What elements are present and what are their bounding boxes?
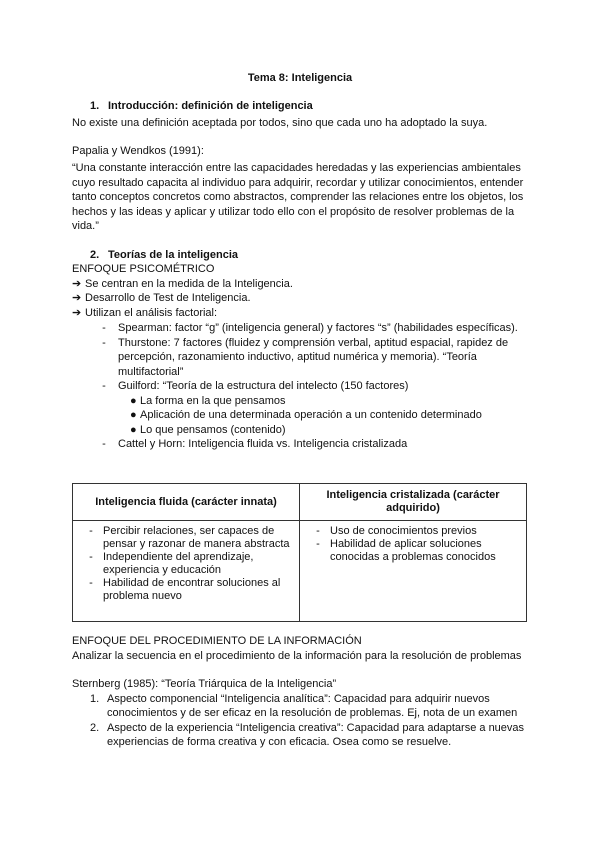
- item-number: 1.: [90, 692, 100, 705]
- cell-item-text: Percibir relaciones, ser capaces de pensar y razonar de manera abstracta: [103, 525, 290, 550]
- approach-label: ENFOQUE DEL PROCEDIMIENTO DE LA INFORMACIÓN: [72, 635, 362, 647]
- psychometric-section: [72, 262, 542, 452]
- cell-item: [306, 525, 520, 538]
- intelligence-comparison-table: [72, 483, 527, 622]
- dash-item: [72, 321, 542, 336]
- cell-item-text: Independiente del aprendizaje, experiencia y educación: [103, 551, 254, 576]
- cell-item-text: Habilidad de encontrar soluciones al problema nuevo: [103, 577, 281, 602]
- section-2-heading: [72, 248, 550, 263]
- bullet-icon: ●: [130, 423, 137, 436]
- dash-icon: -: [89, 525, 93, 537]
- bullet-text: Aplicación de una determinada operación a un contenido determinado: [140, 409, 482, 421]
- citation: Sternberg (1985): “Teoría Triárquica de la Inteligencia”: [72, 678, 337, 690]
- table-header-crystallized: Inteligencia cristalizada (carácter adquirido): [300, 484, 527, 521]
- section-number: 2.: [90, 249, 100, 261]
- cell-item-text: Habilidad de aplicar soluciones conocidas a problemas conocidos: [330, 538, 496, 563]
- section-number: 1.: [90, 100, 100, 112]
- table-header-fluid: Inteligencia fluida (carácter innata): [73, 484, 300, 521]
- arrow-text: Utilizan el análisis factorial:: [85, 306, 218, 319]
- cell-item: [79, 551, 293, 577]
- bullet-item: [72, 394, 542, 409]
- arrow-text: Desarrollo de Test de Inteligencia.: [85, 292, 251, 304]
- arrow-item: [72, 306, 542, 321]
- bullet-icon: ●: [130, 409, 137, 421]
- citation: Papalia y Wendkos (1991):: [72, 145, 204, 157]
- bullet-text: Lo que pensamos (contenido): [140, 423, 286, 436]
- bullet-item: [72, 423, 542, 438]
- arrow-icon: ➔: [72, 277, 82, 290]
- item-text: Aspecto de la experiencia “Inteligencia creativa”: Capacidad para adaptarse a nuevas experiencias de forma creativa y con eficacia. Osea como se resuelve.: [107, 721, 525, 748]
- dash-text: Cattel y Horn: Inteligencia fluida vs. Inteligencia cristalizada: [118, 438, 408, 450]
- dash-item: [72, 437, 542, 452]
- dash-icon: -: [102, 336, 106, 349]
- dash-text: Spearman: factor “g” (inteligencia general) y factores “s” (habilidades específicas).: [118, 322, 518, 334]
- information-processing-section: [72, 634, 542, 750]
- dash-icon: -: [89, 577, 93, 589]
- approach-text: Analizar la secuencia en el procedimiento de la información para la resolución de problemas: [72, 649, 522, 662]
- cell-item: [306, 538, 520, 564]
- numbered-item: [72, 721, 542, 750]
- arrow-icon: ➔: [72, 292, 82, 304]
- quote: “Una constante interacción entre las capacidades heredadas y las experiencias ambientales cuyo resultado capacita al individuo para adquirir, recordar y utilizar conocimientos, entender tanto conceptos concretos como abstractos, comprender las relaciones entre los objetos, los hechos y las ideas y aplicar y utilizar todo ello con el propósito de resolver problemas de la vida.”: [72, 162, 524, 232]
- cell-item: [79, 525, 293, 551]
- dash-item: [72, 336, 542, 380]
- item-text: Aspecto componencial “Inteligencia analítica”: Capacidad para adquirir nuevos conocimientos y de ser eficaz en la resolución de problemas. Ej, nota de un examen: [107, 692, 518, 719]
- cell-item: [79, 577, 293, 603]
- dash-text: Guilford: “Teoría de la estructura del intelecto (150 factores): [118, 380, 409, 392]
- item-number: 2.: [90, 721, 100, 734]
- dash-icon: -: [89, 551, 93, 563]
- table-cell-crystallized: [300, 521, 527, 622]
- section-1-heading: [72, 99, 550, 114]
- arrow-icon: ➔: [72, 306, 82, 319]
- bullet-text: La forma en la que pensamos: [140, 394, 286, 407]
- cell-item-text: Uso de conocimientos previos: [330, 525, 477, 537]
- arrow-item: [72, 291, 542, 306]
- bullet-icon: ●: [130, 394, 137, 407]
- arrow-item: [72, 277, 542, 292]
- dash-icon: -: [102, 438, 106, 450]
- heading-text: Introducción: definición de inteligencia: [108, 100, 313, 112]
- dash-text: Thurstone: 7 factores (fluidez y comprensión verbal, aptitud espacial, rapidez de percepción, razonamiento inductivo, aptitud numérica y memoria). “Teoría multifactorial”: [118, 336, 509, 378]
- document-title: Tema 8: Inteligencia: [247, 72, 353, 84]
- arrow-text: Se centran en la medida de la Inteligencia.: [85, 277, 293, 290]
- dash-icon: -: [316, 525, 320, 537]
- numbered-item: [72, 692, 542, 721]
- dash-icon: -: [102, 380, 106, 392]
- dash-icon: -: [316, 538, 320, 550]
- heading-text: Teorías de la inteligencia: [108, 249, 239, 261]
- dash-icon: -: [102, 322, 106, 334]
- intro-text: No existe una definición aceptada por todos, sino que cada uno ha adoptado la suya.: [72, 117, 488, 129]
- dash-item: [72, 379, 542, 394]
- table-cell-fluid: [73, 521, 300, 622]
- bullet-item: [72, 408, 542, 423]
- approach-label: ENFOQUE PSICOMÉTRICO: [72, 263, 215, 275]
